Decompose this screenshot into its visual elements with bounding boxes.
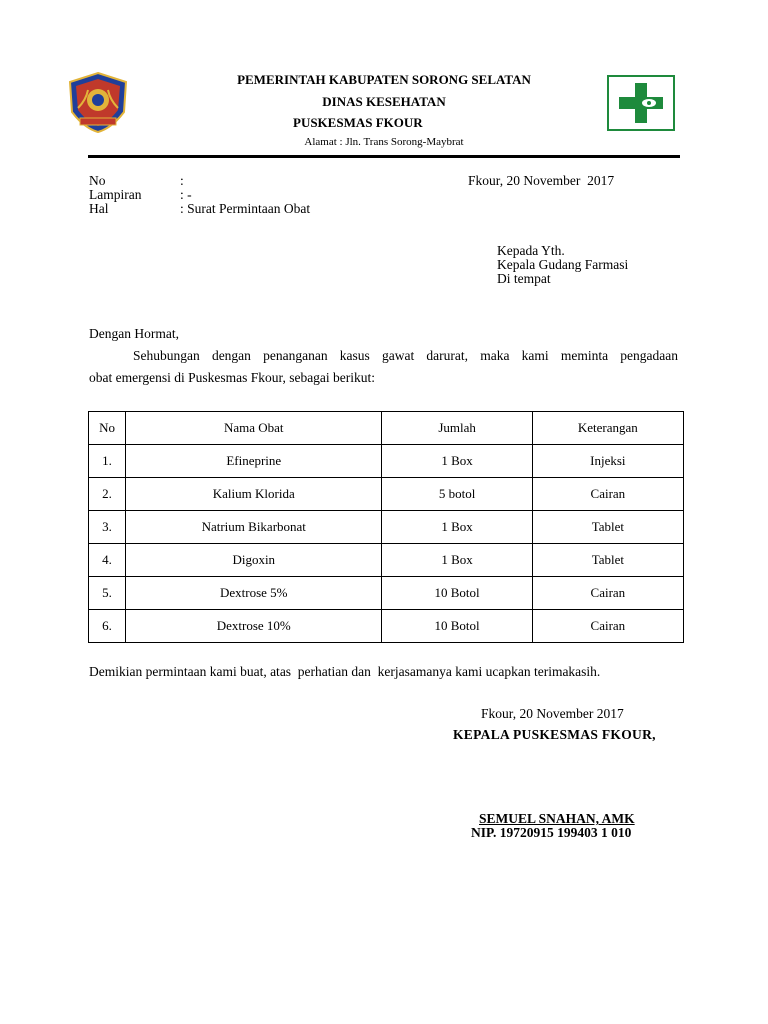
cell-nama-obat: Dextrose 10%	[126, 610, 382, 643]
cell-no: 5.	[89, 577, 126, 610]
cell-nama-obat: Natrium Bikarbonat	[126, 511, 382, 544]
cell-keterangan: Tablet	[532, 511, 683, 544]
cell-keterangan: Cairan	[532, 610, 683, 643]
header-government: PEMERINTAH KABUPATEN SORONG SELATAN	[237, 72, 531, 87]
signatory-nip: NIP. 19720915 199403 1 010	[471, 825, 632, 840]
cell-no: 1.	[89, 445, 126, 478]
table-row	[89, 544, 684, 577]
medicine-table	[88, 411, 684, 643]
cell-jumlah: 5 botol	[382, 478, 532, 511]
header-divider	[88, 155, 680, 158]
cell-jumlah: 10 Botol	[382, 610, 532, 643]
cell-nama-obat: Digoxin	[126, 544, 382, 577]
cell-keterangan: Cairan	[532, 478, 683, 511]
intro-paragraph-line-2: obat emergensi di Puskesmas Fkour, sebagai berikut:	[89, 370, 376, 385]
signature-title: KEPALA PUSKESMAS FKOUR,	[453, 727, 656, 742]
cell-nama-obat: Efineprine	[126, 445, 382, 478]
recipient-line-1: Kepada Yth.	[497, 243, 565, 258]
cell-jumlah: 1 Box	[382, 511, 532, 544]
column-header-jumlah: Jumlah	[382, 412, 532, 445]
signatory-name: SEMUEL SNAHAN, AMK	[479, 811, 635, 826]
closing-paragraph: Demikian permintaan kami buat, atas perhatian dan kerjasamanya kami ucapkan terimakasih.	[89, 664, 601, 679]
cell-no: 3.	[89, 511, 126, 544]
hal-label: Hal	[89, 201, 109, 216]
recipient-line-3: Di tempat	[497, 271, 551, 286]
signature-date: Fkour, 20 November 2017	[481, 706, 624, 721]
column-header-nama-obat: Nama Obat	[126, 412, 382, 445]
table-row	[89, 511, 684, 544]
no-label: No	[89, 173, 106, 188]
cell-no: 4.	[89, 544, 126, 577]
table-row	[89, 610, 684, 643]
lampiran-label: Lampiran	[89, 187, 142, 202]
table-row	[89, 445, 684, 478]
cell-nama-obat: Kalium Klorida	[126, 478, 382, 511]
column-header-keterangan: Keterangan	[532, 412, 683, 445]
cell-keterangan: Tablet	[532, 544, 683, 577]
cell-jumlah: 1 Box	[382, 544, 532, 577]
greeting: Dengan Hormat,	[89, 326, 179, 341]
cell-no: 2.	[89, 478, 126, 511]
table-header-row	[89, 412, 684, 445]
header-puskesmas: PUSKESMAS FKOUR	[293, 115, 423, 130]
header-address: Alamat : Jln. Trans Sorong-Maybrat	[304, 136, 464, 148]
lampiran-value: : -	[180, 187, 192, 202]
header-department: DINAS KESEHATAN	[322, 94, 446, 109]
letter-date: Fkour, 20 November 2017	[468, 173, 615, 188]
cell-jumlah: 10 Botol	[382, 577, 532, 610]
puskesmas-logo	[607, 75, 675, 131]
intro-paragraph-line-1: Sehubungan dengan penanganan kasus gawat darurat, maka kami meminta pengadaan	[133, 348, 678, 363]
table-row	[89, 478, 684, 511]
table-row	[89, 577, 684, 610]
hal-value: : Surat Permintaan Obat	[180, 201, 311, 216]
cell-keterangan: Cairan	[532, 577, 683, 610]
cell-keterangan: Injeksi	[532, 445, 683, 478]
cell-no: 6.	[89, 610, 126, 643]
cell-nama-obat: Dextrose 5%	[126, 577, 382, 610]
column-header-no: No	[89, 412, 126, 445]
cell-jumlah: 1 Box	[382, 445, 532, 478]
no-value: :	[180, 173, 184, 188]
recipient-line-2: Kepala Gudang Farmasi	[497, 257, 629, 272]
